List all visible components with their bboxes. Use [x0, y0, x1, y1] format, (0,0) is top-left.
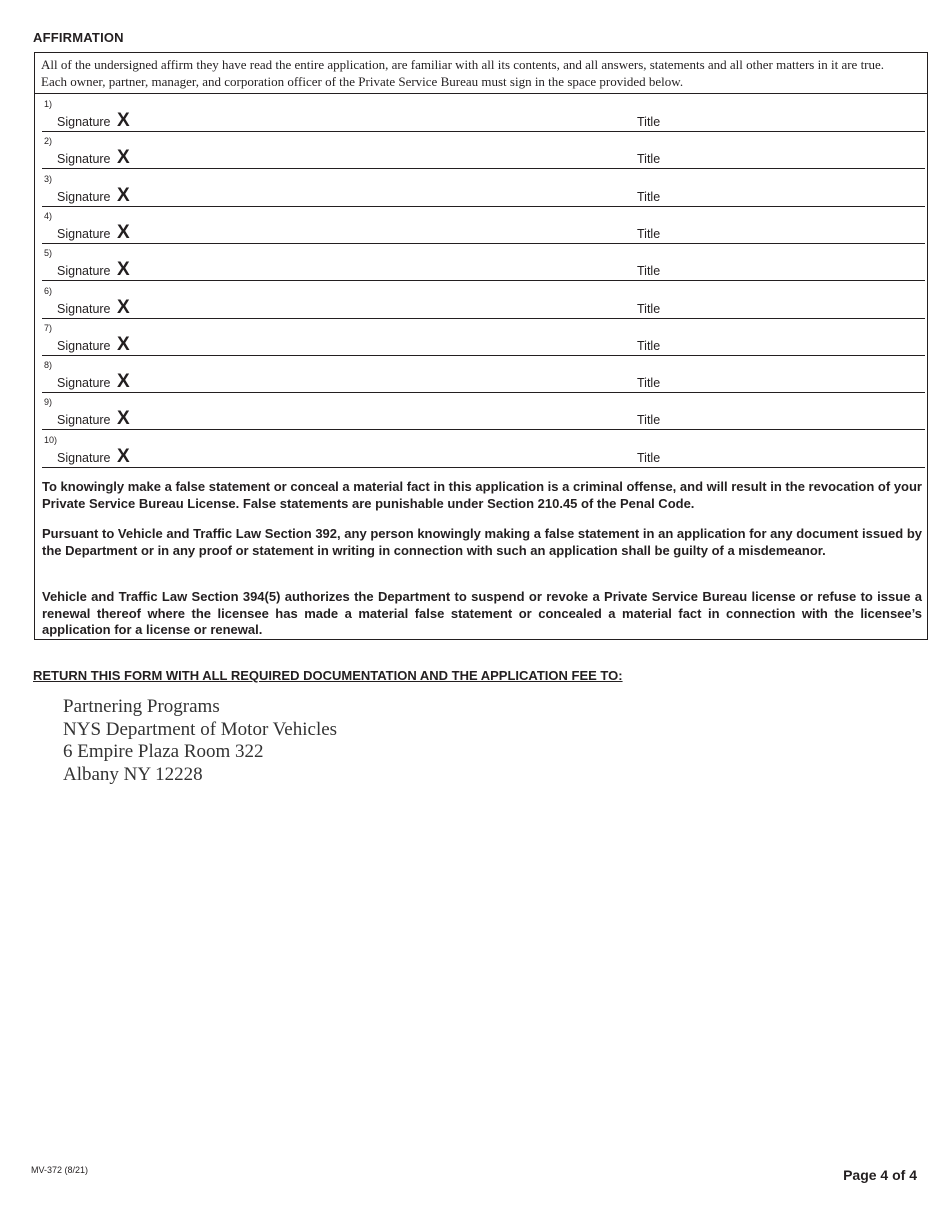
row-number: 5): [44, 248, 53, 259]
row-number: 2): [44, 136, 53, 147]
signature-line[interactable]: [42, 467, 925, 468]
signature-label: Signature: [57, 301, 111, 316]
signature-x-mark: X: [117, 296, 130, 318]
affirmation-line: Each owner, partner, manager, and corporation officer of the Private Service Bureau must sign in the space provided below.: [41, 73, 684, 89]
signature-row: [42, 132, 925, 169]
title-label: Title: [637, 264, 661, 279]
address-line: Albany NY 12228: [63, 763, 203, 785]
title-label: Title: [637, 115, 661, 129]
address-line: 6 Empire Plaza Room 322: [63, 741, 264, 762]
signature-row: [42, 319, 925, 356]
form-id: MV-372 (8/21): [31, 1165, 89, 1175]
signature-label: Signature: [57, 376, 111, 391]
return-instructions-heading: RETURN THIS FORM WITH ALL REQUIRED DOCUMENTATION AND THE APPLICATION FEE TO:: [33, 668, 623, 683]
address-line: NYS Department of Motor Vehicles: [63, 718, 338, 740]
title-label: Title: [637, 450, 661, 465]
vtl-394-warning: Vehicle and Traffic Law Section 394(5) authorizes the Department to suspend or revoke a Private Service Bureau license or refuse to issue a renewal thereof where the licensee has made a material false statement or concealed a material fact in connection with the licensee’s application for a license or renewal.: [42, 589, 922, 637]
page-number: Page 4 of 4: [843, 1167, 917, 1183]
title-label: Title: [637, 152, 661, 167]
divider: [35, 93, 927, 94]
signature-row: [42, 207, 925, 244]
row-number: 10): [44, 434, 58, 445]
signature-x-mark: X: [117, 110, 130, 131]
signature-label: Signature: [57, 413, 111, 428]
affirmation-box: [34, 52, 928, 640]
signature-row: [42, 282, 925, 319]
row-number: 3): [44, 173, 53, 184]
title-label: Title: [637, 338, 661, 353]
signature-label: Signature: [57, 115, 111, 129]
row-number: 8): [44, 360, 53, 371]
row-number: 9): [44, 397, 53, 408]
title-label: Title: [637, 301, 661, 316]
row-number: 7): [44, 322, 53, 333]
title-label: Title: [637, 376, 661, 391]
penal-code-warning: To knowingly make a false statement or conceal a material fact in this application is a criminal offense, and will result in the revocation of your Private Service Bureau License. False statements are punishable under Section 210.45 of the Penal Code.: [42, 479, 922, 511]
affirmation-text: [41, 57, 925, 90]
row-number: 6): [44, 285, 53, 296]
signature-label: Signature: [57, 264, 111, 279]
title-label: Title: [637, 189, 661, 204]
title-label: Title: [637, 413, 661, 428]
signature-row: [42, 431, 925, 468]
signature-x-mark: X: [117, 445, 130, 467]
signature-x-mark: X: [117, 147, 130, 169]
affirmation-line: All of the undersigned affirm they have read the entire application, are familiar with all its contents, and all answers, statements and all other matters in it are true.: [41, 57, 885, 72]
signature-label: Signature: [57, 189, 111, 204]
signature-label: Signature: [57, 152, 111, 167]
row-number: 1): [44, 99, 53, 109]
signature-row: [42, 244, 925, 281]
section-heading: AFFIRMATION: [33, 30, 124, 45]
signature-row: [42, 356, 925, 393]
signature-label: Signature: [57, 450, 111, 465]
signature-x-mark: X: [117, 184, 130, 206]
signature-x-mark: X: [117, 221, 130, 243]
mailing-address: [63, 696, 337, 786]
signature-x-mark: X: [117, 259, 130, 281]
vtl-392-warning: Pursuant to Vehicle and Traffic Law Section 392, any person knowingly making a false statement in an application for any document issued by the Department or in any proof or statement in writing in connection with such an application shall be guilty of a misdemeanor.: [42, 526, 922, 558]
address-line: Partnering Programs: [63, 696, 220, 717]
signature-label: Signature: [57, 338, 111, 353]
signature-row: [42, 170, 925, 207]
row-number: 4): [44, 210, 53, 221]
signature-x-mark: X: [117, 333, 130, 355]
title-label: Title: [637, 226, 661, 241]
signature-x-mark: X: [117, 408, 130, 430]
signature-label: Signature: [57, 226, 111, 241]
signature-row: [42, 393, 925, 430]
signature-x-mark: X: [117, 371, 130, 393]
signature-row: [42, 95, 925, 132]
